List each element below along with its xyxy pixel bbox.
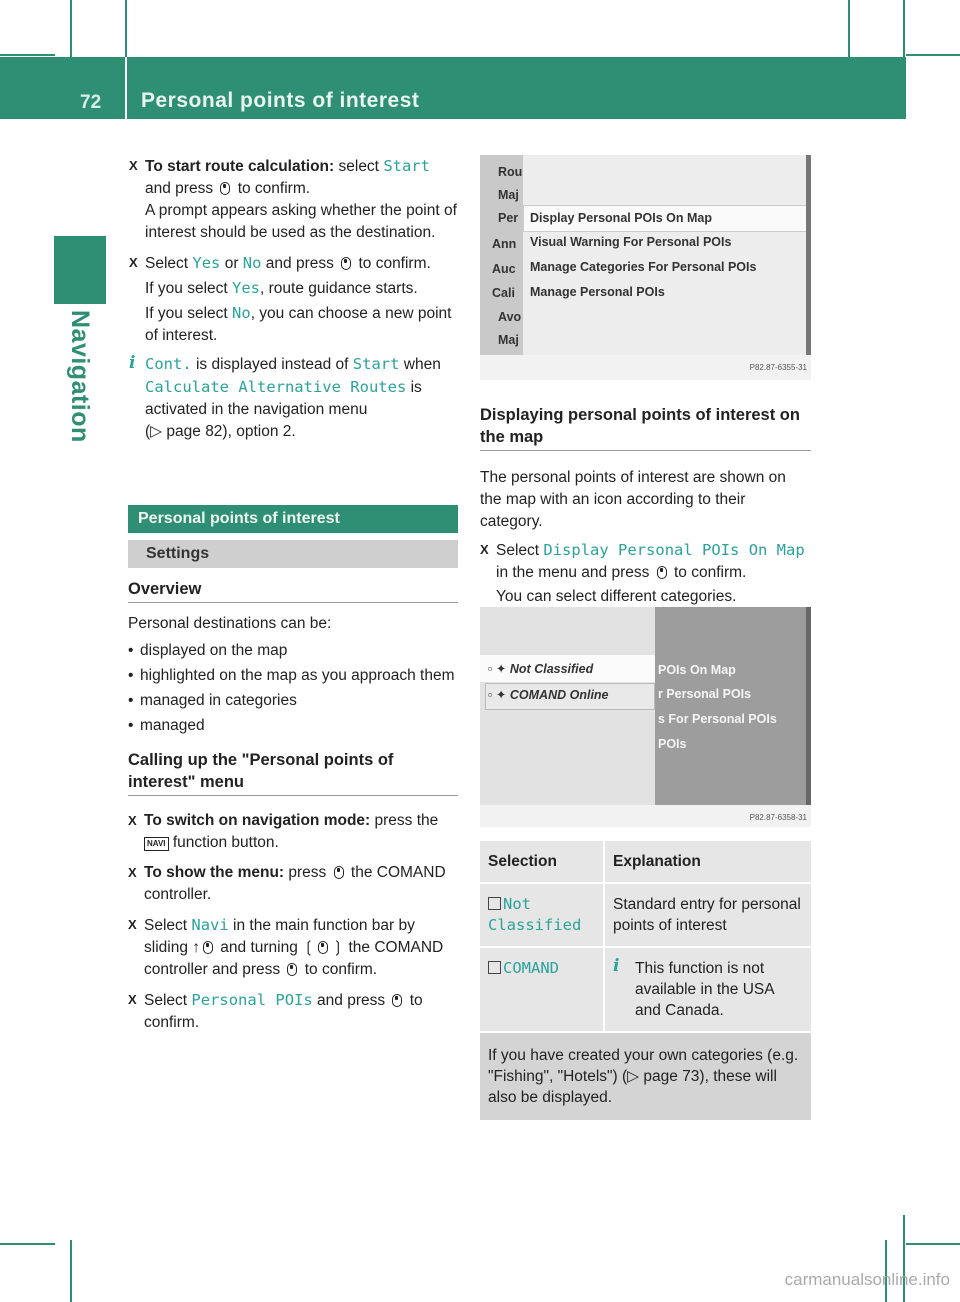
screenshot-categories: ▫ ✦ Not Classified ▫ ✦ COMAND Online POIs On Map r Personal POIs s For Personal POIs POIs P82.87-6358-31 bbox=[480, 607, 811, 827]
step-display-pois: X Select Display Personal POIs On Map in the menu and press to confirm. You can select different categories. bbox=[480, 539, 811, 608]
menu-left-item: Maj bbox=[498, 188, 519, 202]
crop-mark bbox=[70, 0, 72, 57]
display-desc: The personal points of interest are shown on the map with an icon according to their category. bbox=[480, 469, 786, 530]
menu-left-item: Ann bbox=[492, 237, 517, 251]
category-comand-online[interactable]: ▫ ✦ COMAND Online bbox=[488, 688, 609, 702]
menu-item-display-pois[interactable]: Display Personal POIs On Map bbox=[530, 211, 713, 225]
crop-mark bbox=[70, 1240, 72, 1302]
checkbox-icon bbox=[488, 961, 501, 974]
image-code: P82.87-6358-31 bbox=[749, 813, 807, 822]
list-item: • highlighted on the map as you approach them bbox=[128, 665, 458, 687]
step-select-yes-no: X Select Yes or No and press to confirm. If you select Yes, route guidance starts. If you select No, you can choose a new point of interest. bbox=[129, 252, 459, 347]
selection-table bbox=[480, 841, 811, 1122]
info-icon: i bbox=[129, 353, 136, 373]
controller-press-icon bbox=[392, 994, 402, 1007]
page-ref-arrow-icon: ▷ bbox=[150, 423, 163, 440]
crop-mark bbox=[0, 54, 55, 56]
side-label: Navigation bbox=[66, 310, 94, 443]
step-show-menu: X To show the menu: press the COMAND controller. bbox=[128, 862, 458, 906]
calling-title: Calling up the "Personal points of interest" menu bbox=[128, 749, 458, 796]
step-desc: A prompt appears asking whether the point of interest should be used as the destination. bbox=[145, 202, 457, 241]
display-title: Displaying personal points of interest on the map bbox=[480, 404, 811, 451]
menu-item-manage-pois[interactable]: Manage Personal POIs bbox=[530, 285, 665, 299]
menu-left-item: Per bbox=[498, 211, 519, 225]
controller-press-icon bbox=[334, 866, 344, 879]
turn-icon: ❲ bbox=[302, 939, 316, 956]
table-header: Explanation bbox=[604, 841, 811, 883]
header-bar bbox=[0, 57, 906, 119]
menu-left-item: Auc bbox=[492, 262, 516, 276]
step-start-route: X To start route calculation: select Start and press to confirm. A prompt appears asking whether the point of interest should be used as the destination. bbox=[129, 155, 459, 244]
table-row: If you have created your own categories (e.g. "Fishing", "Hotels") (▷ page 73), these will also be displayed. bbox=[480, 1032, 811, 1121]
list-item: • displayed on the map bbox=[128, 640, 458, 662]
controller-press-icon bbox=[287, 963, 297, 976]
overview-intro: Personal destinations can be: bbox=[128, 615, 332, 632]
table-row: Not Classified Standard entry for personal points of interest bbox=[480, 883, 811, 947]
crop-mark bbox=[0, 1243, 55, 1245]
menu-left-item: Maj bbox=[498, 333, 519, 347]
step-select-personal-pois: X Select Personal POIs and press to confirm. bbox=[128, 989, 458, 1034]
turn-icon: ❳ bbox=[331, 939, 345, 956]
section-header: Personal points of interest bbox=[128, 505, 458, 533]
header-divider bbox=[125, 57, 127, 119]
menu-left-item: Rou bbox=[498, 165, 523, 179]
page-title: Personal points of interest bbox=[141, 89, 420, 112]
watermark: carmanualsonline.info bbox=[784, 1270, 950, 1289]
navi-key-icon: NAVI bbox=[144, 837, 169, 851]
menu-item-visual-warning[interactable]: Visual Warning For Personal POIs bbox=[530, 235, 732, 249]
left-column bbox=[129, 155, 459, 443]
crop-mark bbox=[906, 54, 960, 56]
checkbox-icon bbox=[488, 897, 501, 910]
overview-title: Overview bbox=[128, 578, 458, 603]
side-tab bbox=[54, 236, 106, 304]
menu-left-item: Cali bbox=[492, 286, 515, 300]
poi-icon: ✦ bbox=[495, 662, 507, 676]
checkbox-icon: ▫ bbox=[488, 688, 493, 702]
step-select-navi: X Select Navi in the main function bar by sliding ↑ and turning ❲ ❳ the COMAND controller and press to confirm. bbox=[128, 914, 458, 981]
controller-icon bbox=[203, 941, 213, 954]
checkbox-icon: ▫ bbox=[488, 662, 493, 676]
page-number: 72 bbox=[80, 92, 102, 113]
controller-press-icon bbox=[657, 566, 667, 579]
controller-press-icon bbox=[341, 257, 351, 270]
list-item: • managed in categories bbox=[128, 690, 458, 712]
step-navi: X To switch on navigation mode: press the NAVI function button. bbox=[128, 810, 458, 854]
subsection-header: Settings bbox=[128, 540, 458, 568]
crop-mark bbox=[125, 0, 127, 57]
poi-icon: ✦ bbox=[495, 688, 507, 702]
slide-up-icon: ↑ bbox=[192, 939, 200, 956]
crop-mark bbox=[903, 0, 905, 57]
list-item: • managed bbox=[128, 715, 458, 737]
page-ref-arrow-icon: ▷ bbox=[627, 1068, 640, 1085]
screenshot-poi-menu bbox=[480, 155, 811, 380]
category-not-classified[interactable]: ▫ ✦ Not Classified bbox=[488, 662, 594, 676]
table-row: COMAND i This function is not available in the USA and Canada. bbox=[480, 947, 811, 1032]
menu-left-item: Avo bbox=[498, 310, 522, 324]
info-icon: i bbox=[613, 956, 620, 976]
overview-bullets bbox=[128, 640, 458, 737]
overview-block bbox=[128, 578, 458, 1034]
menu-item-manage-categories[interactable]: Manage Categories For Personal POIs bbox=[530, 260, 757, 274]
crop-mark bbox=[906, 1243, 960, 1245]
right-column bbox=[480, 404, 811, 608]
crop-mark bbox=[848, 0, 850, 57]
info-note: i Cont. is displayed instead of Start when Calculate Alternative Routes is activated in the navigation menu (▷ page 82), option 2. bbox=[129, 353, 441, 440]
table-header: Selection bbox=[480, 841, 604, 883]
code-start: Start bbox=[383, 157, 430, 175]
controller-press-icon bbox=[220, 182, 230, 195]
controller-icon bbox=[318, 941, 328, 954]
image-code: P82.87-6355-31 bbox=[749, 363, 807, 372]
